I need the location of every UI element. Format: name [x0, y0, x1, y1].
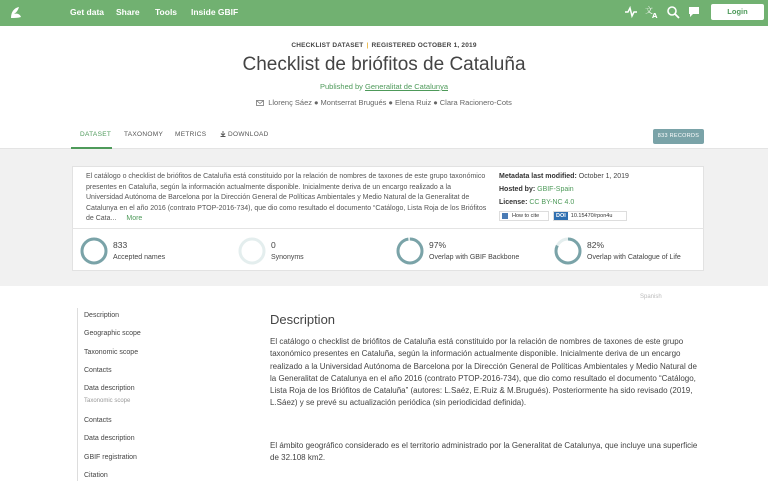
hosted-by	[499, 186, 574, 193]
records-count: 833	[657, 133, 668, 139]
doi-tag: DOI	[556, 213, 566, 219]
how-to-cite-button[interactable]	[499, 211, 549, 221]
metric-label: Overlap with Catalogue of Life	[587, 254, 681, 261]
summary-text	[86, 172, 489, 225]
top-nav	[0, 0, 768, 26]
records-label: RECORDS	[669, 133, 700, 139]
gbif-logo-icon[interactable]	[8, 5, 24, 21]
doi-badge[interactable]	[553, 211, 627, 221]
kicker-separator: |	[366, 42, 369, 49]
search-icon[interactable]	[666, 5, 680, 19]
authors-line	[0, 98, 768, 107]
modified-label: Metadata last modified:	[499, 173, 577, 180]
separator-dot: ●	[388, 98, 393, 107]
metadata-modified	[499, 173, 629, 180]
section-heading: Description	[270, 312, 336, 327]
sidebar-item-contacts[interactable]: Contacts	[84, 367, 112, 374]
metric-value: 82%	[587, 240, 605, 250]
metric-ring-fill	[82, 239, 106, 263]
svg-text:文: 文	[645, 6, 653, 15]
sidebar-rail	[77, 308, 78, 481]
license	[499, 199, 574, 206]
metric-value: 97%	[429, 240, 447, 250]
nav-tools[interactable]: Tools	[155, 7, 178, 17]
summary-body: El catálogo o checklist de briófitos de Cataluña está constituido por la relación de nombres de taxones de este grupo taxonómico presentes en Cataluña, según la información actualmente disponible. Inicialmente deriva de un encargo realizado a la Universidad Autónoma de Barcelona por la Dirección General de Políticas Ambientales y Medio Natural de la Generalitat de Catalunya en el año 2016 (contrato PTOP-2016-734), que dio como resultado el documento “Catálogo, Lista Roja de los Briófitos de Cata...	[86, 173, 487, 223]
hosted-label: Hosted by:	[499, 186, 536, 193]
metric-value: 0	[271, 240, 276, 250]
author-name[interactable]: Llorenç Sáez	[268, 98, 312, 107]
tab-taxonomy[interactable]: TAXONOMY	[124, 131, 164, 138]
quote-icon	[502, 213, 508, 219]
tab-download-label: DOWNLOAD	[228, 131, 269, 138]
nav-inside-gbif[interactable]: Inside GBIF	[191, 7, 239, 17]
tab-metrics[interactable]: METRICS	[175, 131, 207, 138]
published-by	[0, 82, 768, 91]
license-label: License:	[499, 199, 528, 206]
tab-download[interactable]	[220, 131, 269, 138]
more-link[interactable]: More	[126, 215, 143, 223]
download-icon	[220, 131, 226, 137]
login-button[interactable]: Login	[711, 4, 764, 20]
doi-value: 10.15470/rpon4u	[570, 213, 613, 219]
separator-dot: ●	[433, 98, 438, 107]
sidebar-item-taxonomic-scope[interactable]: Taxonomic scope	[84, 349, 139, 356]
tab-dataset[interactable]: DATASET	[80, 131, 112, 138]
metric-ring-fill	[398, 239, 422, 263]
hosted-link[interactable]: GBIF-Spain	[537, 186, 574, 193]
records-button[interactable]	[653, 129, 704, 144]
sidebar-item-data-description[interactable]: Data description	[84, 385, 135, 392]
description-paragraph: El catálogo o checklist de briófitos de Cataluña está constituido por la relación de nombres de taxones de este grupo taxonómico presentes en Cataluña, según la información actualmente disponible. Inicialmente deriva de un encargo realizado a la Universidad Autónoma de Barcelona por la Dirección General de Políticas Ambientales y Medio Natural de la Generalitat de Catalunya en el año 2016 (contrato PTOP-2016-734), que dio como resultado el documento “Catálogo, Lista Roja de los Briófitos de Cataluña” (autores: L.Saéz, E.Ruiz & M.Brugués). Posteriormente ha sido revisado (2019, L.Sáez) y se prevé su actualización periódica (sin periodicidad definida).	[270, 337, 697, 408]
cite-label: How to cite	[512, 213, 540, 219]
metric-label: Overlap with GBIF Backbone	[429, 254, 520, 261]
author-name[interactable]: Elena Ruiz	[394, 98, 432, 107]
description-paragraph: El ámbito geográfico considerado es el territorio administrado por la Generalitat de Catalunya, que incluye una superficie de 32.108 km2.	[270, 441, 698, 463]
metric-value: 833	[113, 240, 128, 250]
nav-share[interactable]: Share	[116, 7, 140, 17]
license-link[interactable]: CC BY-NC 4.0	[529, 199, 575, 206]
page-title: Checklist de briófitos de Cataluña	[242, 54, 526, 75]
metric-ring	[554, 237, 582, 265]
activity-icon[interactable]	[624, 5, 638, 19]
sidebar-item-description[interactable]: Description	[84, 312, 120, 319]
published-prefix: Published by	[319, 82, 363, 91]
sidebar-item-contacts[interactable]: Contacts	[84, 417, 112, 424]
metric-label: Synonyms	[271, 254, 304, 261]
sidebar-item-gbif-registration[interactable]: GBIF registration	[84, 454, 137, 461]
sidebar-item-citation[interactable]: Citation	[84, 472, 108, 479]
dataset-kicker	[0, 42, 768, 49]
separator-dot: ●	[314, 98, 319, 107]
feedback-icon[interactable]	[687, 5, 701, 19]
registered-date: REGISTERED OCTOBER 1, 2019	[371, 42, 477, 49]
metric-ring	[238, 237, 266, 265]
author-name[interactable]: Clara Racionero-Cots	[439, 98, 512, 107]
metric-ring-track	[240, 239, 264, 263]
language-label: Spanish	[640, 294, 662, 300]
card-divider	[72, 228, 704, 229]
metric-ring	[80, 237, 108, 265]
author-name[interactable]: Montserrat Brugués	[320, 98, 387, 107]
envelope-icon[interactable]	[256, 100, 264, 106]
translate-icon[interactable]	[645, 5, 659, 19]
sidebar-item-geographic-scope[interactable]: Geographic scope	[84, 330, 141, 337]
sidebar-item-data-description[interactable]: Data description	[84, 435, 135, 442]
modified-value: October 1, 2019	[578, 173, 629, 180]
metric-label: Accepted names	[113, 254, 166, 261]
metric-ring	[396, 237, 424, 265]
publisher-link[interactable]: Generalitat de Catalunya	[365, 82, 448, 91]
svg-text:A: A	[652, 12, 658, 19]
dataset-type: CHECKLIST DATASET	[291, 42, 364, 49]
nav-get-data[interactable]: Get data	[70, 7, 105, 17]
sidebar-item-taxonomic-scope[interactable]: Taxonomic scope	[84, 398, 131, 404]
